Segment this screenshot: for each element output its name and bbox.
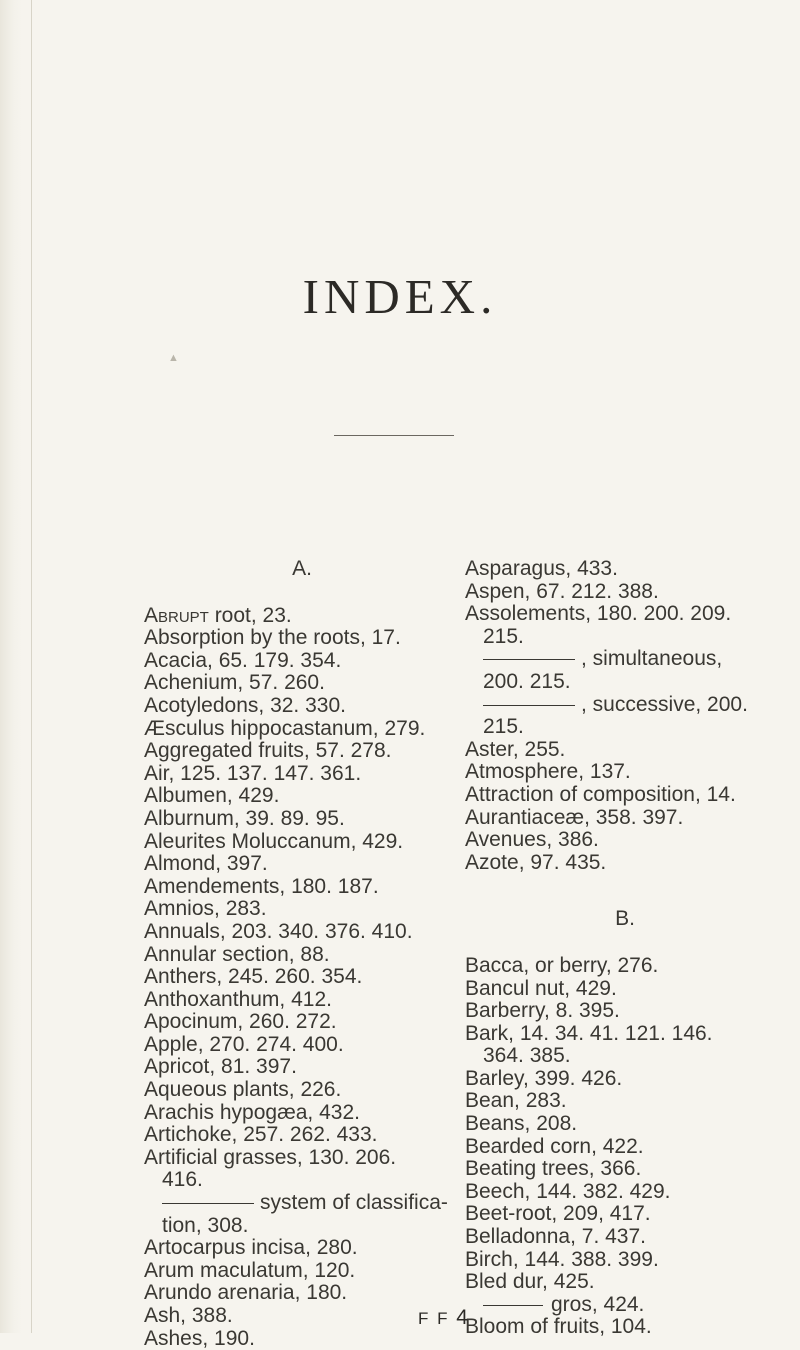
entry-text: 215. xyxy=(483,624,524,648)
entry-text: Ash, 388. xyxy=(144,1304,233,1327)
entry-text: Birch, 144. 388. 399. xyxy=(465,1247,659,1271)
ditto-dash xyxy=(483,705,575,706)
entry-text: Aspen, 67. 212. 388. xyxy=(465,579,659,603)
entry-text: Beating trees, 366. xyxy=(465,1157,642,1181)
title-rule xyxy=(334,435,454,436)
index-entry xyxy=(144,740,460,763)
entry-text: 416. xyxy=(162,1168,203,1192)
entry-text: Asparagus, 433. xyxy=(465,557,618,580)
index-entry xyxy=(465,1045,785,1068)
index-entry xyxy=(465,581,785,604)
left-column xyxy=(144,558,460,1350)
page-gutter xyxy=(0,0,22,1333)
signature-number: 4 xyxy=(456,1306,470,1329)
index-entry xyxy=(144,1192,460,1215)
index-entry xyxy=(144,718,460,741)
entry-text: Absorption by the roots, 17. xyxy=(144,626,401,650)
entry-text: Bled dur, 425. xyxy=(465,1270,595,1294)
entry-text: Artichoke, 257. 262. 433. xyxy=(144,1123,378,1147)
entry-text: Arundo arenaria, 180. xyxy=(144,1281,348,1305)
index-entry xyxy=(465,1203,785,1226)
index-entry xyxy=(465,648,785,671)
index-entry xyxy=(144,1079,460,1102)
index-entry xyxy=(144,808,460,831)
entry-text: Arum maculatum, 120. xyxy=(144,1258,356,1282)
index-entry xyxy=(465,1113,785,1136)
index-entry xyxy=(144,853,460,876)
signature-mark xyxy=(418,1306,470,1330)
entry-text: Air, 125. 137. 147. 361. xyxy=(144,761,362,785)
index-entry xyxy=(465,1158,785,1181)
entry-text: Apple, 270. 274. 400. xyxy=(144,1032,344,1056)
entry-text: Aster, 255. xyxy=(465,737,566,761)
entry-text: Barley, 399. 426. xyxy=(465,1066,623,1090)
index-entry xyxy=(465,761,785,784)
index-entry xyxy=(144,1169,460,1192)
entry-text: Assolements, 180. 200. 209. xyxy=(465,602,732,626)
index-entry xyxy=(465,1249,785,1272)
index-entry xyxy=(465,852,785,875)
entry-text: Arachis hypogæa, 432. xyxy=(144,1100,360,1124)
section-heading-b: B. xyxy=(615,907,635,931)
index-entry xyxy=(465,784,785,807)
entry-text: Beans, 208. xyxy=(465,1112,578,1136)
entry-text: Artificial grasses, 130. 206. xyxy=(144,1145,397,1169)
index-entry xyxy=(144,1237,460,1260)
entry-text: Anthoxanthum, 412. xyxy=(144,987,332,1011)
index-entry xyxy=(144,1147,460,1170)
entry-text: Acotyledons, 32. 330. xyxy=(144,693,346,717)
entry-text: Apocinum, 260. 272. xyxy=(144,1010,337,1034)
right-entries-a xyxy=(465,558,785,874)
entry-text: Bark, 14. 34. 41. 121. 146. xyxy=(465,1021,713,1045)
index-entry xyxy=(144,605,460,628)
entry-text: Attraction of composition, 14. xyxy=(465,782,736,806)
entry-text: system of classifica- xyxy=(260,1191,448,1215)
print-mark: ▲ xyxy=(168,352,179,364)
ditto-dash xyxy=(162,1203,254,1204)
entry-text: Bloom of fruits, 104. xyxy=(465,1315,652,1339)
index-entry xyxy=(144,1260,460,1283)
index-entry xyxy=(465,978,785,1001)
entry-text: , simultaneous, xyxy=(581,647,723,671)
entry-text: Anthers, 245. 260. 354. xyxy=(144,965,363,989)
entry-text: root, 23. xyxy=(208,603,292,627)
entry-text: 200. 215. xyxy=(483,669,571,693)
entry-text: gros, 424. xyxy=(551,1292,645,1316)
entry-text: tion, 308. xyxy=(162,1213,249,1237)
entry-text: Azote, 97. 435. xyxy=(465,850,607,874)
index-entry xyxy=(465,1000,785,1023)
index-entry xyxy=(465,1090,785,1113)
entry-text: Bancul nut, 429. xyxy=(465,976,617,1000)
entry-text: Amendements, 180. 187. xyxy=(144,874,379,898)
index-entry xyxy=(465,694,785,717)
entry-text: 364. 385. xyxy=(483,1044,571,1068)
entry-text: Amnios, 283. xyxy=(144,897,267,921)
page-edge-line xyxy=(31,0,32,1333)
index-entry xyxy=(465,1226,785,1249)
index-entry xyxy=(465,1316,785,1339)
index-entry xyxy=(144,1124,460,1147)
index-entry xyxy=(144,1282,460,1305)
index-entry xyxy=(465,739,785,762)
entry-text: Barberry, 8. 395. xyxy=(465,999,620,1023)
index-entry xyxy=(465,1294,785,1317)
index-entry xyxy=(144,650,460,673)
entry-text: Bean, 283. xyxy=(465,1089,567,1113)
entry-text: Bacca, or berry, 276. xyxy=(465,953,659,977)
entry-text: Beech, 144. 382. 429. xyxy=(465,1179,671,1203)
index-entry xyxy=(465,955,785,978)
index-entry xyxy=(144,831,460,854)
entry-text: , successive, 200. xyxy=(581,692,748,716)
entry-text: Aggregated fruits, 57. 278. xyxy=(144,739,392,763)
index-entry xyxy=(144,763,460,786)
index-entry xyxy=(144,1215,460,1238)
ditto-dash xyxy=(483,1305,543,1306)
index-entry xyxy=(144,627,460,650)
right-column xyxy=(465,558,785,1339)
index-entry xyxy=(144,921,460,944)
index-entry xyxy=(465,1271,785,1294)
entry-text: Artocarpus incisa, 280. xyxy=(144,1236,358,1260)
entry-text: Annuals, 203. 340. 376. 410. xyxy=(144,919,413,943)
section-heading-a: A. xyxy=(292,557,312,580)
index-entry xyxy=(144,1305,460,1328)
entry-text: Apricot, 81. 397. xyxy=(144,1055,297,1079)
entry-text: Ashes, 190. xyxy=(144,1326,255,1350)
index-entry xyxy=(144,785,460,808)
index-entry xyxy=(144,966,460,989)
index-entry xyxy=(144,989,460,1012)
index-entry xyxy=(465,603,785,626)
entry-text: Aleurites Moluccanum, 429. xyxy=(144,829,404,853)
index-entry xyxy=(465,1068,785,1091)
index-entry xyxy=(465,829,785,852)
index-entry xyxy=(465,1023,785,1046)
signature-letters: F F xyxy=(418,1309,450,1328)
entry-text: Avenues, 386. xyxy=(465,828,599,852)
index-entry xyxy=(465,671,785,694)
index-entry xyxy=(144,1056,460,1079)
index-entry xyxy=(465,1181,785,1204)
left-entries xyxy=(144,605,460,1350)
index-entry xyxy=(465,1136,785,1159)
entry-text: Beet-root, 209, 417. xyxy=(465,1202,651,1226)
index-entry xyxy=(144,944,460,967)
index-entry xyxy=(144,898,460,921)
entry-text: Annular section, 88. xyxy=(144,942,330,966)
index-entry xyxy=(144,1011,460,1034)
index-entry xyxy=(465,626,785,649)
index-entry xyxy=(144,1328,460,1350)
index-entry xyxy=(144,695,460,718)
entry-text: Æsculus hippocastanum, 279. xyxy=(144,716,426,740)
index-entry xyxy=(144,1034,460,1057)
entry-text: Aqueous plants, 226. xyxy=(144,1078,342,1102)
entry-head: Abrupt xyxy=(144,603,209,627)
index-entry xyxy=(465,716,785,739)
index-entry xyxy=(144,672,460,695)
ditto-dash xyxy=(483,659,575,660)
entry-text: Almond, 397. xyxy=(144,852,268,876)
page-title: INDEX. xyxy=(302,269,498,324)
entry-text: Achenium, 57. 260. xyxy=(144,671,325,695)
index-entry xyxy=(465,807,785,830)
entry-text: Albumen, 429. xyxy=(144,784,280,808)
entry-text: Bearded corn, 422. xyxy=(465,1134,644,1158)
entry-text: Belladonna, 7. 437. xyxy=(465,1225,646,1249)
entry-text: 215. xyxy=(483,715,524,739)
index-entry xyxy=(144,876,460,899)
entry-text: Acacia, 65. 179. 354. xyxy=(144,648,342,672)
entry-text: Alburnum, 39. 89. 95. xyxy=(144,806,345,830)
index-entry xyxy=(144,1102,460,1125)
entry-text: Atmosphere, 137. xyxy=(465,760,631,784)
entry-text: Aurantiaceæ, 358. 397. xyxy=(465,805,684,829)
right-entries-b xyxy=(465,955,785,1339)
index-entry xyxy=(465,558,785,581)
